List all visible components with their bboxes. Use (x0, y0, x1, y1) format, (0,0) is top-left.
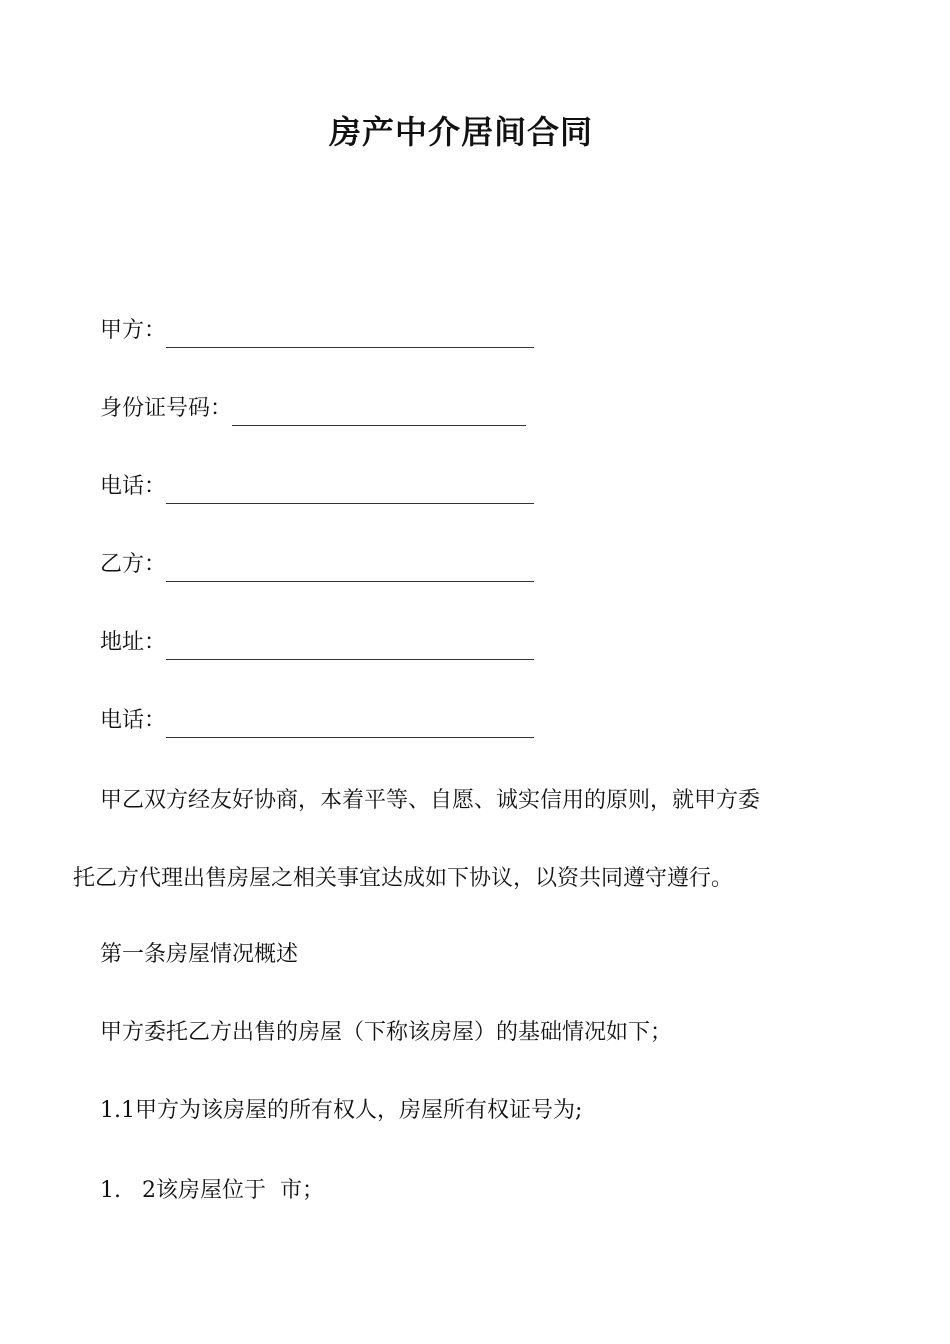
property-overview-paragraph: 甲方委托乙方出售的房屋（下称该房屋）的基础情况如下； (100, 1020, 673, 1045)
id-number-blank-line[interactable] (232, 401, 526, 426)
party-b-blank-line[interactable] (166, 557, 534, 582)
id-number-label: 身份证号码： (100, 396, 233, 421)
party-a-label: 甲方： (100, 318, 167, 343)
intro-paragraph-line-2: 托乙方代理出售房屋之相关事宜达成如下协议，以资共同遵守遵行。 (73, 866, 734, 891)
party-b-field (100, 548, 534, 582)
clause-1-2: 1. 2该房屋位于 市； (100, 1178, 324, 1203)
document-title: 房产中介居间合同 (328, 113, 593, 151)
party-a-phone-label: 电话： (100, 474, 167, 499)
address-label: 地址： (100, 630, 167, 655)
address-field (100, 626, 534, 660)
party-b-phone-blank-line[interactable] (166, 713, 534, 738)
party-a-field (100, 314, 534, 348)
id-number-field (100, 392, 526, 426)
party-a-blank-line[interactable] (166, 323, 534, 348)
party-b-phone-label: 电话： (100, 708, 167, 733)
party-a-phone-blank-line[interactable] (166, 479, 534, 504)
clause-1-1: 1.1甲方为该房屋的所有权人，房屋所有权证号为; (100, 1098, 583, 1123)
intro-paragraph-line-1: 甲乙双方经友好协商，本着平等、自愿、诚实信用的原则，就甲方委 (100, 788, 761, 813)
article-one-heading: 第一条房屋情况概述 (100, 942, 299, 967)
address-blank-line[interactable] (166, 635, 534, 660)
party-b-phone-field (100, 704, 534, 738)
party-b-label: 乙方： (100, 552, 167, 577)
party-a-phone-field (100, 470, 534, 504)
